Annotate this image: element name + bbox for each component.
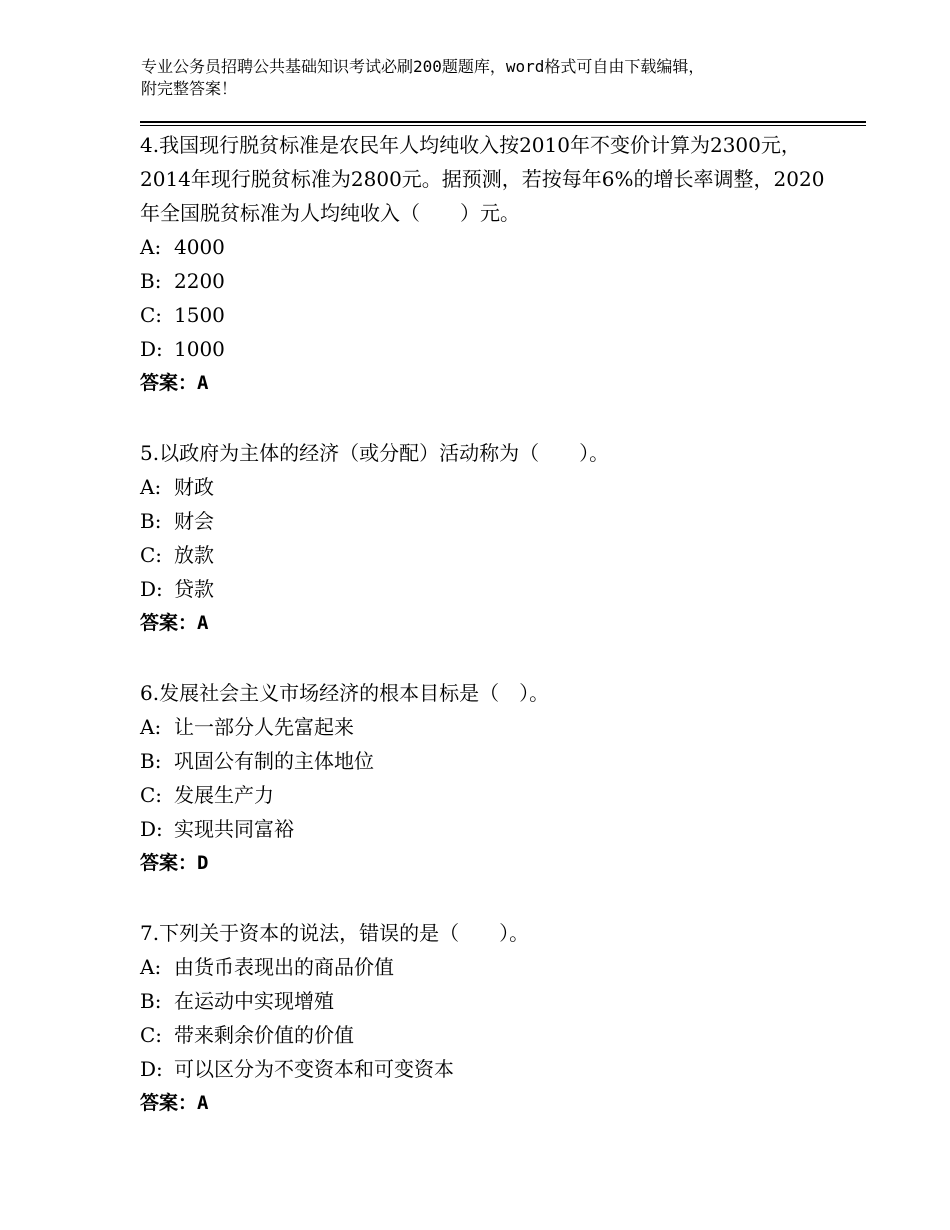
answer-label: 答案：D xyxy=(140,852,209,874)
option-c xyxy=(140,1018,830,1052)
option-c xyxy=(140,538,830,572)
question-stem: 4.我国现行脱贫标准是农民年人均纯收入按2010年不变价计算为2300元，2014年现行脱贫标准为2800元。据预测，若按每年6%的增长率调整，2020年全国脱贫标准为人均纯收入（ ）元。 xyxy=(140,133,825,225)
option-text: 2200 xyxy=(174,269,225,293)
option-b xyxy=(140,264,830,298)
question-4 xyxy=(140,127,830,400)
option-text: 财会 xyxy=(174,509,214,533)
question-list xyxy=(140,127,830,1155)
question-6 xyxy=(140,675,830,880)
option-letter: A: xyxy=(140,715,162,739)
option-d xyxy=(140,332,830,366)
option-b xyxy=(140,984,830,1018)
question-stem: 5.以政府为主体的经济（或分配）活动称为（ ）。 xyxy=(140,441,610,465)
option-a xyxy=(140,230,830,264)
option-letter: D: xyxy=(140,337,163,361)
option-a xyxy=(140,470,830,504)
answer-label: 答案：A xyxy=(140,1092,209,1114)
option-text: 让一部分人先富起来 xyxy=(174,715,354,739)
option-letter: C: xyxy=(140,1023,163,1047)
option-letter: B: xyxy=(140,509,162,533)
option-d xyxy=(140,812,830,846)
header-divider xyxy=(140,121,866,126)
option-letter: C: xyxy=(140,303,163,327)
option-a xyxy=(140,710,830,744)
document-header xyxy=(141,56,871,100)
question-7 xyxy=(140,915,830,1120)
answer-label: 答案：A xyxy=(140,612,209,634)
option-d xyxy=(140,1052,830,1086)
option-letter: B: xyxy=(140,749,162,773)
option-text: 1500 xyxy=(174,303,225,327)
option-c xyxy=(140,298,830,332)
option-letter: C: xyxy=(140,783,163,807)
option-b xyxy=(140,744,830,778)
option-text: 4000 xyxy=(174,235,225,259)
option-text: 可以区分为不变资本和可变资本 xyxy=(174,1057,454,1081)
header-line-2: 附完整答案！ xyxy=(141,79,238,98)
option-letter: D: xyxy=(140,1057,163,1081)
option-text: 发展生产力 xyxy=(174,783,274,807)
option-b xyxy=(140,504,830,538)
question-stem: 6.发展社会主义市场经济的根本目标是（ ）。 xyxy=(140,681,550,705)
option-letter: D: xyxy=(140,577,163,601)
question-5 xyxy=(140,435,830,640)
option-c xyxy=(140,778,830,812)
option-letter: A: xyxy=(140,475,162,499)
header-line-1: 专业公务员招聘公共基础知识考试必刷200题题库，word格式可自由下载编辑， xyxy=(141,57,705,76)
option-text: 放款 xyxy=(174,543,214,567)
option-text: 贷款 xyxy=(174,577,214,601)
option-letter: B: xyxy=(140,269,162,293)
answer-label: 答案：A xyxy=(140,372,209,394)
option-text: 1000 xyxy=(174,337,225,361)
option-a xyxy=(140,950,830,984)
option-text: 巩固公有制的主体地位 xyxy=(174,749,374,773)
option-letter: C: xyxy=(140,543,163,567)
question-stem: 7.下列关于资本的说法，错误的是（ ）。 xyxy=(140,921,530,945)
option-text: 财政 xyxy=(174,475,214,499)
option-text: 实现共同富裕 xyxy=(174,817,294,841)
option-text: 由货币表现出的商品价值 xyxy=(174,955,394,979)
option-d xyxy=(140,572,830,606)
option-text: 在运动中实现增殖 xyxy=(174,989,334,1013)
option-letter: B: xyxy=(140,989,162,1013)
option-letter: A: xyxy=(140,955,162,979)
option-letter: D: xyxy=(140,817,163,841)
option-text: 带来剩余价值的价值 xyxy=(174,1023,354,1047)
option-letter: A: xyxy=(140,235,162,259)
